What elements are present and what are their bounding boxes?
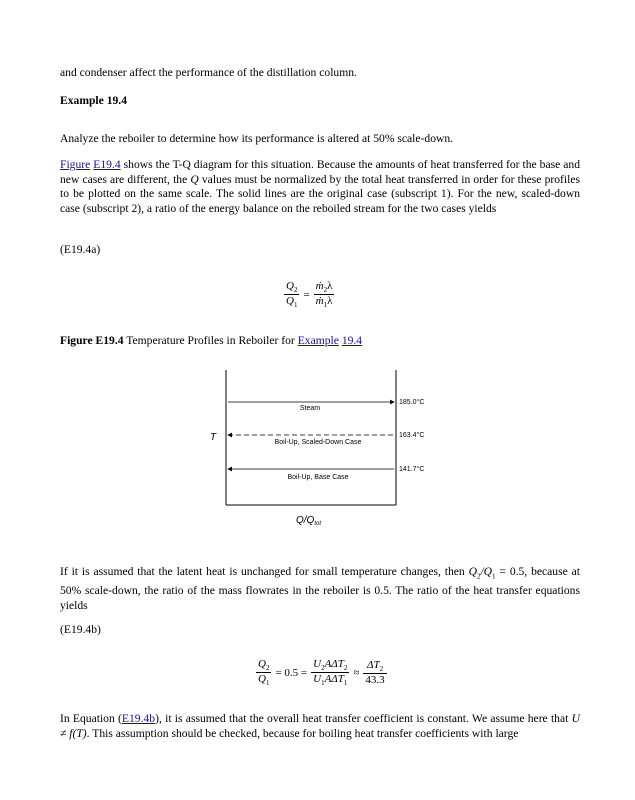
paragraph-2: If it is assumed that the latent heat is unchanged for small temperature changes, then $Q_2/Q_1 = 0.5$, because at 50% scale-down, the ratio of the mass flowrates in the reboiler is 0.5. The ratio of the heat transfer equations yields <box>60 565 580 612</box>
example-link[interactable]: Example <box>297 334 339 347</box>
scaled-down-label: Boil-Up, Scaled-Down Case <box>274 439 362 446</box>
scaled-down-temp: 163.4°C <box>399 432 425 439</box>
intro-line: and condenser affect the performance of the distillation column. <box>60 66 357 79</box>
example-heading: Example 19.4 <box>60 94 127 107</box>
x-axis-label: $Q/Q_{tot}$ <box>296 515 322 527</box>
y-axis-label: T <box>210 432 217 443</box>
equation-e19-4a: $\frac{Q_2}{Q_1}$ = $\frac{ṁ_2\lambda}{ṁ_1\lambda}$ <box>286 280 333 310</box>
equation-e19-4b: $\frac{Q_2}{Q_1}$ = 0.5 = $\frac{U_2A\Delta T_2}{U_1A\Delta T_1}$ ≈ $\frac{\Delta T_2}{43.3}$ <box>258 658 385 688</box>
steam-temp: 185.0°C <box>399 399 425 406</box>
paragraph-3: In Equation (E19.4b), it is assumed that the overall heat transfer coefficient is constant. We assume here that U ≠ f(T). This assumption should be checked, because for boiling heat transfer coefficients with large <box>60 712 580 740</box>
eq-b-label: (E19.4b) <box>60 623 101 636</box>
base-case-temp: 141.7°C <box>399 466 425 473</box>
reboiler-tq-diagram <box>200 362 440 532</box>
figure-link[interactable]: Figure <box>60 158 91 171</box>
steam-label: Steam <box>299 405 321 412</box>
equation-ref-link[interactable]: E19.4b <box>121 712 156 725</box>
base-case-label: Boil-Up, Base Case <box>287 474 349 481</box>
eq-a-label: (E19.4a) <box>60 243 101 256</box>
figure-ref-link[interactable]: E19.4 <box>93 158 121 171</box>
figure-caption: Figure E19.4 Temperature Profiles in Reboiler for Example 19.4 <box>60 334 363 347</box>
example-number-link[interactable]: 19.4 <box>341 334 363 347</box>
paragraph-1: Figure E19.4 shows the T-Q diagram for this situation. Because the amounts of heat transferred for the base and new cases are different, the Q values must be normalized by the total heat transferred in order for these profiles to be plotted on the same scale. The solid lines are the original case (subscript 1). For the new, scaled-down case (subscript 2), a ratio of the energy balance on the reboiled stream for the two cases yields <box>60 158 581 215</box>
analyze-text: Analyze the reboiler to determine how its performance is altered at 50% scale-down. <box>60 132 454 145</box>
